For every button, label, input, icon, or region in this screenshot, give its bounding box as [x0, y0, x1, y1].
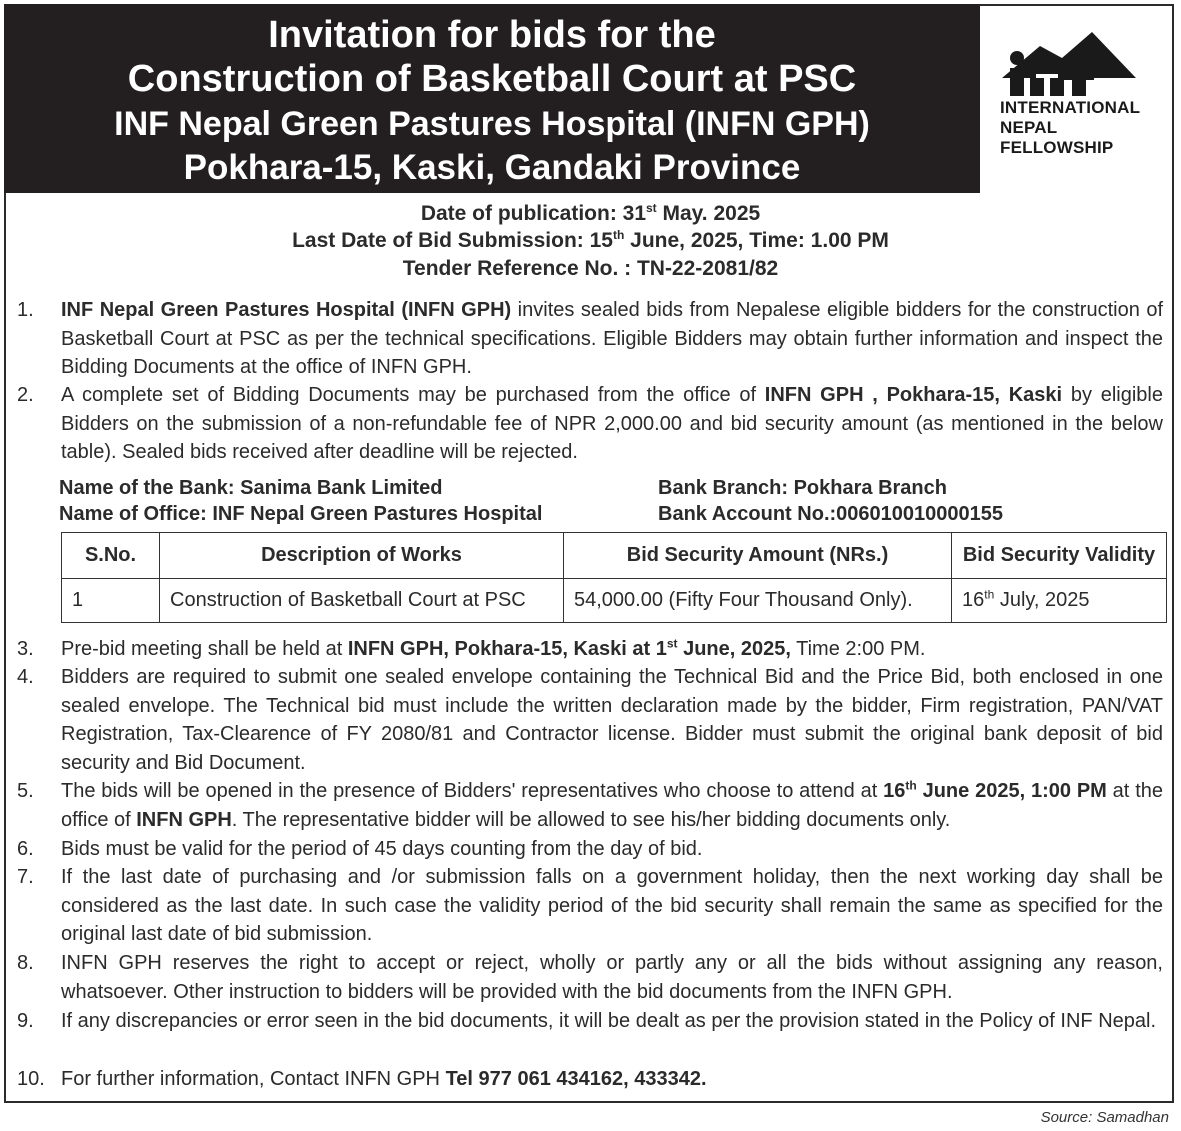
clause-text: INF Nepal Green Pastures Hospital (INFN GPH) invites sealed bids from Nepalese eligible bidders for the construction of Basketball Court at PSC as per the technical specifications. Eligible Bidders may obtain further information and inspect the Bidding Documents at the office of INFN GPH. — [61, 299, 1163, 378]
clause-number: 7. — [17, 866, 34, 888]
table-header-row — [62, 533, 1167, 579]
clause-number: 9. — [17, 1010, 34, 1032]
logo-org-name — [1000, 98, 1140, 158]
office-name: Name of Office: INF Nepal Green Pastures Hospital — [59, 503, 543, 525]
header-line-3: INF Nepal Green Pastures Hospital (INFN GPH) — [114, 105, 870, 143]
clause-number: 3. — [17, 638, 34, 660]
cell-amount: 54,000.00 (Fifty Four Thousand Only). — [564, 579, 952, 623]
cell-description: Construction of Basketball Court at PSC — [160, 579, 564, 623]
clause-text: INFN GPH reserves the right to accept or reject, wholly or partly any or all the bids without assigning any reason, whatsoever. Other instruction to bidders will be provided with the bid documents from the INFN GPH. — [61, 952, 1163, 1003]
column-header-sno: S.No. — [62, 533, 160, 579]
tender-reference: Tender Reference No. : TN-22-2081/82 — [402, 257, 779, 280]
bid-deadline: Last Date of Bid Submission: 15th June, 2025, Time: 1.00 PM — [292, 228, 889, 252]
clause-text: If the last date of purchasing and /or submission falls on a government holiday, then the next working day shall be considered as the last date. In such case the validity period of the bid security shall remain the same as specified for the original last date of bid submission. — [61, 866, 1163, 945]
header-line-4: Pokhara-15, Kaski, Gandaki Province — [183, 148, 801, 187]
bid-security-table — [61, 532, 1167, 623]
clause-number: 5. — [17, 780, 34, 802]
clause-text: If any discrepancies or error seen in the bid documents, it will be dealt as per the provision stated in the Policy of INF Nepal. — [61, 1010, 1156, 1032]
cell-validity: 16th July, 2025 — [952, 579, 1167, 623]
logo-org-line-2: NEPAL — [1000, 118, 1058, 137]
clause-text: A complete set of Bidding Documents may be purchased from the office of INFN GPH , Pokhara-15, Kaski by eligible Bidders on the submission of a non-refundable fee of NPR 2,000.00 and bid security amount (as mentioned in the below table). Sealed bids received after deadline will be rejected. — [61, 384, 1163, 463]
column-header-validity: Bid Security Validity — [952, 533, 1167, 579]
clause-number: 10. — [17, 1068, 45, 1090]
inf-logo — [1000, 28, 1165, 168]
logo-org-line-1: INTERNATIONAL — [1000, 98, 1141, 117]
clause-text: Bids must be valid for the period of 45 days counting from the day of bid. — [61, 838, 703, 860]
logo-org-line-3: FELLOWSHIP — [1000, 138, 1114, 157]
table-row — [62, 579, 1167, 623]
cell-sno: 1 — [62, 579, 160, 623]
source-credit: Source: Samadhan — [1040, 1109, 1169, 1126]
clause-text: Pre-bid meeting shall be held at INFN GPH, Pokhara-15, Kaski at 1st June, 2025, Time 2:00 PM. — [61, 636, 926, 660]
bank-name: Name of the Bank: Sanima Bank Limited — [59, 477, 443, 499]
clause-text: For further information, Contact INFN GPH Tel 977 061 434162, 433342. — [61, 1068, 707, 1090]
clause-number: 2. — [17, 384, 34, 406]
clause-number: 6. — [17, 838, 34, 860]
column-header-amount: Bid Security Amount (NRs.) — [564, 533, 952, 579]
clause-number: 8. — [17, 952, 34, 974]
inf-logo-icon — [1000, 28, 1140, 98]
clause-number: 4. — [17, 666, 34, 688]
header-line-2: Construction of Basketball Court at PSC — [127, 58, 857, 100]
header-line-1: Invitation for bids for the — [268, 14, 716, 56]
bank-branch: Bank Branch: Pokhara Branch — [658, 477, 947, 499]
publication-date: Date of publication: 31st May. 2025 — [420, 201, 761, 225]
bank-account: Bank Account No.:006010010000155 — [658, 503, 1003, 525]
column-header-description: Description of Works — [160, 533, 564, 579]
clause-text: Bidders are required to submit one sealed envelope containing the Technical Bid and the Price Bid, both enclosed in one sealed envelope. The Technical bid must include the written declaration made by the bidder, Firm registration, PAN/VAT Registration, Tax-Clearence of FY 2080/81 and Contractor license. Bidder must submit the original bank deposit of bid security and Bid Document. — [61, 666, 1163, 774]
clause-text: The bids will be opened in the presence of Bidders' representatives who choose to attend at 16th June 2025, 1:00 PM at the office of INFN GPH. The representative bidder will be allowed to see his/her bidding documents only. — [61, 778, 1164, 831]
notice-header — [4, 4, 980, 193]
clause-number: 1. — [17, 299, 34, 321]
